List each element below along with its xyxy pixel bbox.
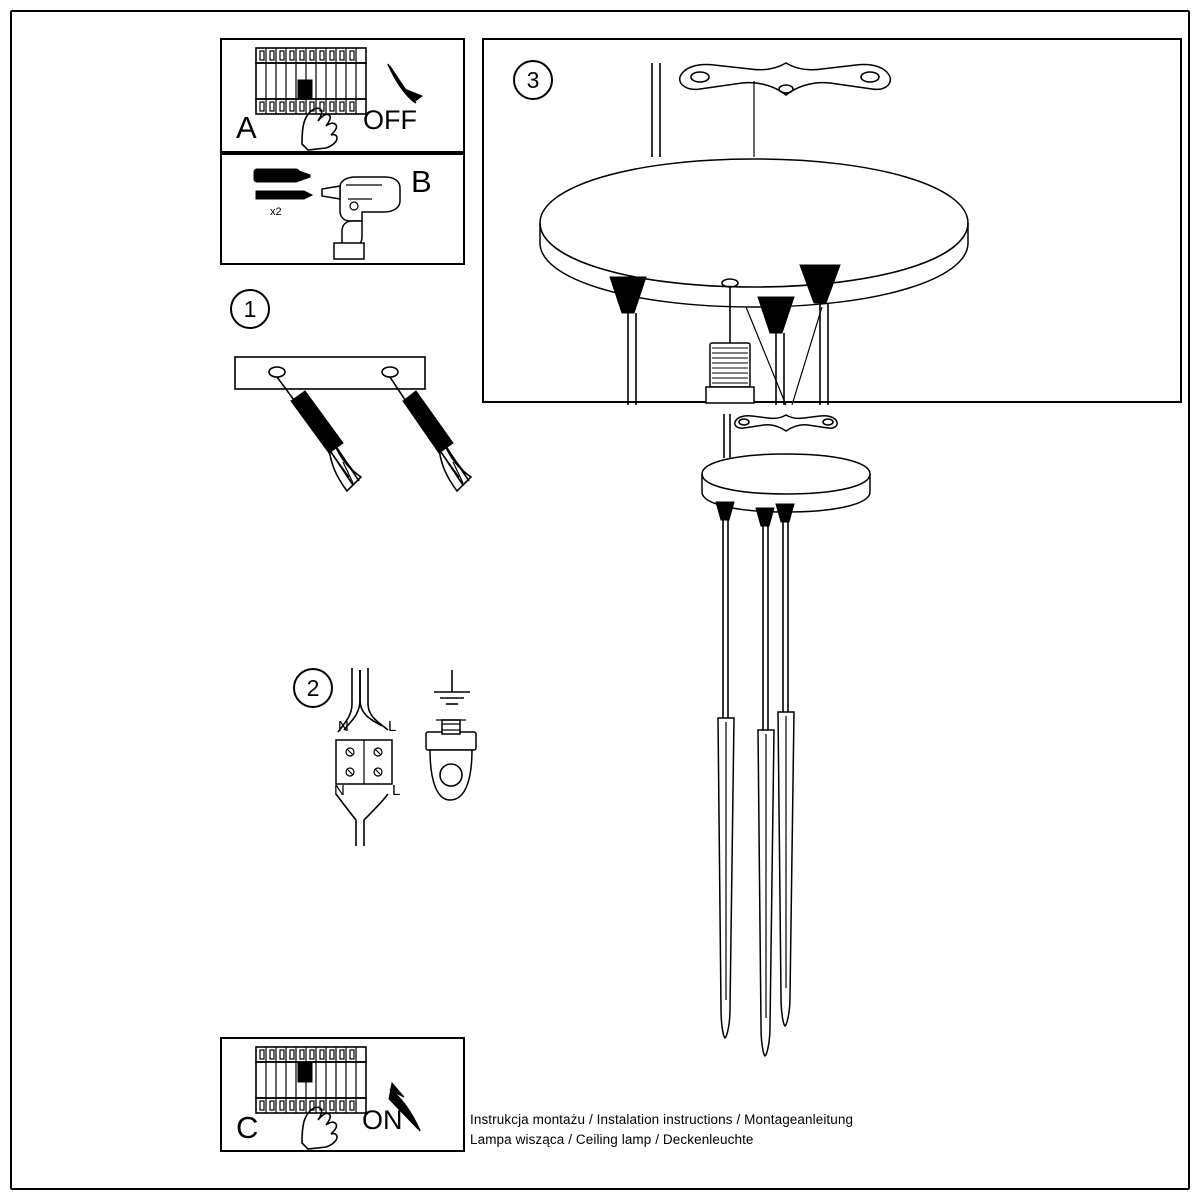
step-2-badge: 2 — [293, 668, 333, 708]
step-2-figure — [330, 660, 505, 860]
footer-line-2: Lampa wisząca / Ceiling lamp / Deckenleuchte — [470, 1132, 754, 1147]
fuse-box-icon-on — [256, 1047, 366, 1113]
lamp-socket-icon — [426, 720, 476, 800]
screw-icon — [256, 191, 312, 199]
canopy-disc — [540, 159, 968, 307]
fuse-box-icon — [256, 48, 366, 114]
panel-b-letter: B — [411, 164, 432, 199]
ground-symbol-icon — [434, 670, 470, 704]
pendant-tube-1 — [718, 718, 734, 1038]
wall-plug-icon — [254, 169, 310, 182]
step-1-figure — [225, 345, 515, 545]
terminal-label-l-top: L — [388, 718, 397, 735]
terminal-block-icon — [336, 740, 392, 784]
screw-plug-pair-2 — [390, 377, 471, 491]
pendant-tube-2 — [758, 730, 774, 1056]
panel-a-word: OFF — [363, 105, 417, 135]
panel-a-letter: A — [236, 110, 257, 145]
footer-line-1: Instrukcja montażu / Instalation instructions / Montageanleitung — [470, 1112, 854, 1127]
panel-c-word: ON — [362, 1105, 403, 1135]
drill-icon — [322, 177, 400, 259]
terminal-label-n-top: N — [338, 718, 349, 735]
ceiling-bracket-icon — [680, 63, 891, 95]
step-1-badge: 1 — [230, 289, 270, 329]
screw-plug-pair-1 — [277, 377, 361, 491]
mounting-bar-icon — [235, 357, 425, 389]
svg-text:x2: x2 — [270, 206, 282, 218]
terminal-label-n-bottom: N — [334, 782, 345, 799]
product-figure — [640, 400, 900, 1080]
pendant-tube-3 — [778, 712, 794, 1026]
terminal-label-l-bottom: L — [392, 782, 401, 799]
arrow-down-icon — [388, 64, 422, 103]
panel-c-letter: C — [236, 1110, 259, 1145]
step-3-badge: 3 — [513, 60, 553, 100]
product-bracket-icon — [735, 415, 837, 431]
product-supply-cable — [724, 414, 730, 458]
step-3-figure — [500, 45, 1180, 405]
